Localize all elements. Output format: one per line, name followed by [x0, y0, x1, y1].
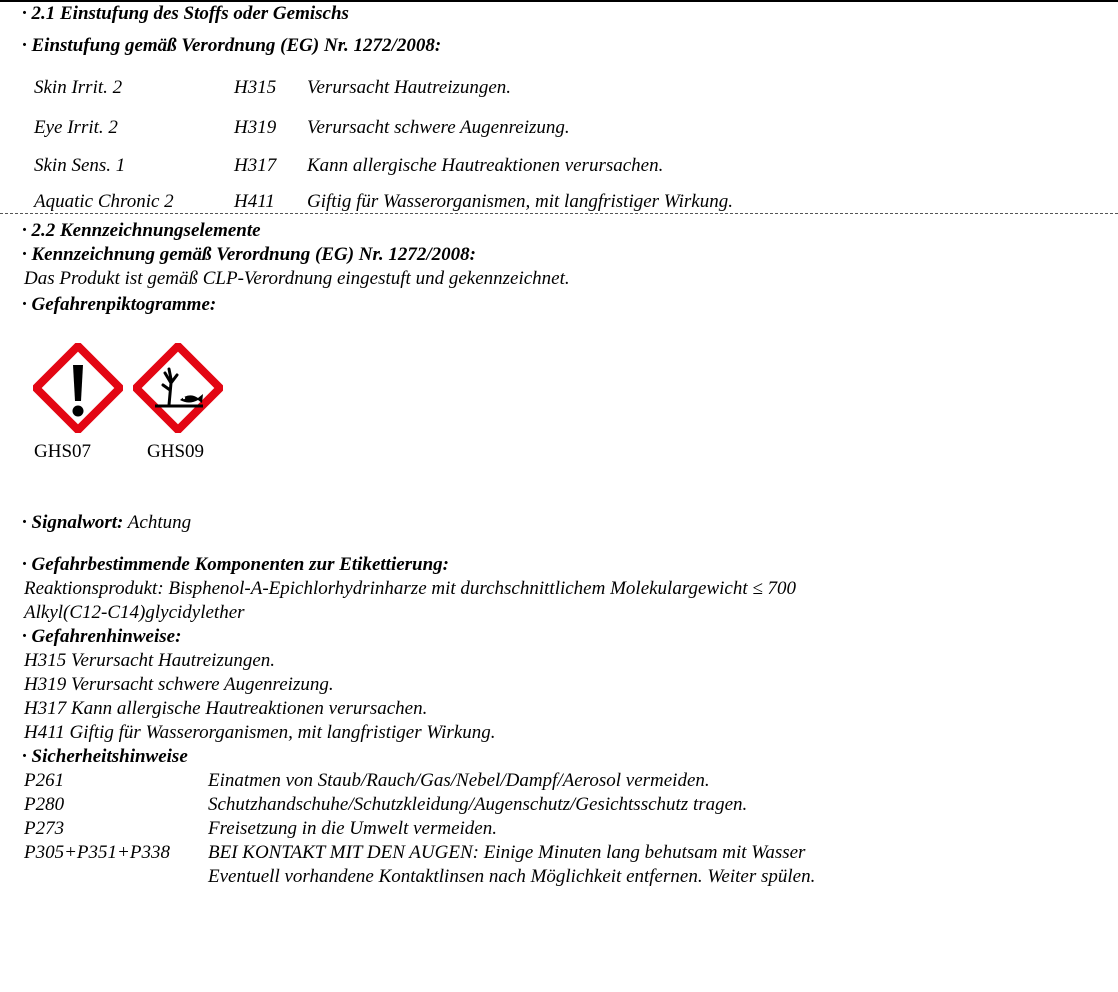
section-2-1-subtitle: · Einstufung gemäß Verordnung (EG) Nr. 1272/2008: — [22, 35, 442, 56]
environment-hazard-icon — [133, 343, 223, 433]
signal-word-value: Achtung — [127, 512, 192, 533]
pictogram-code: GHS07 — [34, 441, 92, 462]
classification-cls: Aquatic Chronic 2 — [34, 191, 174, 212]
classification-text: Verursacht Hautreizungen. — [307, 77, 512, 98]
classification-cls: Skin Irrit. 2 — [34, 77, 123, 98]
hazard-statement: H411 Giftig für Wasserorganismen, mit langfristiger Wirkung. — [24, 722, 496, 743]
classification-code: H317 — [234, 155, 277, 176]
exclamation-mark-icon — [33, 343, 123, 433]
hazard-statement: H317 Kann allergische Hautreaktionen verursachen. — [24, 698, 428, 719]
hazard-statements-label: · Gefahrenhinweise: — [22, 626, 182, 647]
precaution-code: P261 — [24, 770, 65, 791]
section-2-2-title: · 2.2 Kennzeichnungselemente — [22, 220, 261, 241]
precaution-text: Schutzhandschuhe/Schutzkleidung/Augenschutz/Gesichtsschutz tragen. — [208, 794, 748, 815]
component-item: Alkyl(C12-C14)glycidylether — [24, 602, 245, 623]
classification-text: Kann allergische Hautreaktionen verursachen. — [307, 155, 664, 176]
signal-word-label: · Signalwort: — [22, 512, 124, 533]
hazard-statement: H319 Verursacht schwere Augenreizung. — [24, 674, 334, 695]
precaution-code: P273 — [24, 818, 65, 839]
classification-cls: Eye Irrit. 2 — [34, 117, 118, 138]
precaution-text: Einatmen von Staub/Rauch/Gas/Nebel/Dampf/Aerosol vermeiden. — [208, 770, 710, 791]
precautionary-statements-label: · Sicherheitshinweise — [22, 746, 188, 767]
section-2-2-subtitle: · Kennzeichnung gemäß Verordnung (EG) Nr. 1272/2008: — [22, 244, 476, 265]
pictograms-label: · Gefahrenpiktogramme: — [22, 294, 217, 315]
classification-cls: Skin Sens. 1 — [34, 155, 126, 176]
signal-word-row — [22, 512, 191, 534]
precaution-code: P280 — [24, 794, 65, 815]
classification-code: H315 — [234, 77, 277, 98]
hazard-statement: H315 Verursacht Hautreizungen. — [24, 650, 276, 671]
pictogram-code: GHS09 — [147, 441, 205, 462]
top-border — [0, 0, 1118, 2]
clp-statement: Das Produkt ist gemäß CLP-Verordnung eingestuft und gekennzeichnet. — [24, 268, 570, 289]
precaution-text: Freisetzung in die Umwelt vermeiden. — [208, 818, 497, 839]
section-2-1-title: · 2.1 Einstufung des Stoffs oder Gemischs — [22, 3, 349, 24]
precaution-text: BEI KONTAKT MIT DEN AUGEN: Einige Minuten lang behutsam mit Wasser — [208, 842, 806, 863]
classification-code: H411 — [234, 191, 275, 212]
components-label: · Gefahrbestimmende Komponenten zur Etikettierung: — [22, 554, 450, 575]
component-item: Reaktionsprodukt: Bisphenol-A-Epichlorhydrinharze mit durchschnittlichem Molekulargewicht ≤ 700 — [24, 578, 797, 599]
classification-code: H319 — [234, 117, 277, 138]
classification-text: Giftig für Wasserorganismen, mit langfristiger Wirkung. — [307, 191, 733, 212]
precaution-text: Eventuell vorhandene Kontaktlinsen nach Möglichkeit entfernen. Weiter spülen. — [208, 866, 816, 887]
precaution-code: P305+P351+P338 — [24, 842, 170, 863]
section-divider — [0, 213, 1118, 214]
classification-text: Verursacht schwere Augenreizung. — [307, 117, 570, 138]
